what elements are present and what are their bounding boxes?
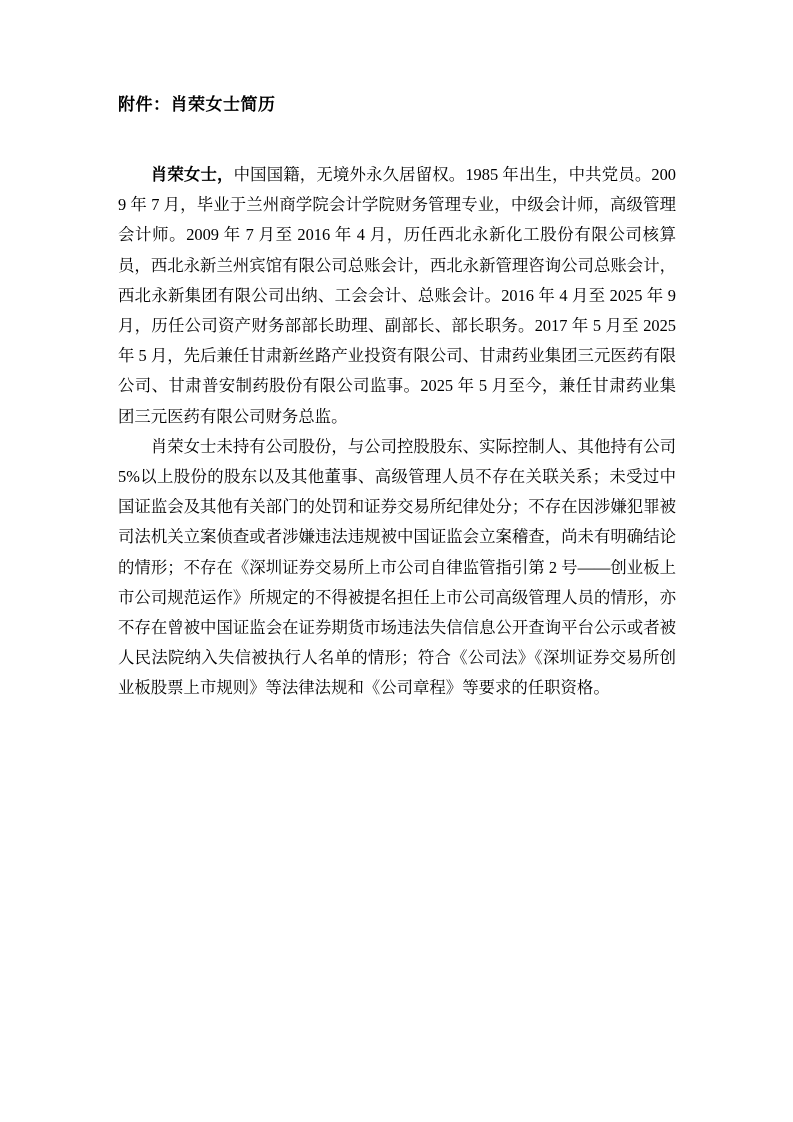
paragraph-disclosure xyxy=(118,432,676,704)
page-title: 附件：肖荣女士简历 xyxy=(118,95,276,114)
paragraph-disclosure-text: 肖荣女士未持有公司股份，与公司控股股东、实际控制人、其他持有公司5%以上股份的股东以及其他董事、高级管理人员不存在关联关系；未受过中国证监会及其他有关部门的处罚和证券交易所纪律处分；不存在因涉嫌犯罪被司法机关立案侦查或者涉嫌违法违规被中国证监会立案稽查，尚未有明确结论的情形；不存在《深圳证券交易所上市公司自律监管指引第 2 号——创业板上市公司规范运作》所规定的不得被提名担任上市公司高级管理人员的情形，亦不存在曾被中国证监会在证券期货市场违法失信信息公开查询平台公示或者被人民法院纳入失信被执行人名单的情形；符合《公司法》《深圳证券交易所创业板股票上市规则》等法律法规和《公司章程》等要求的任职资格。 xyxy=(118,436,676,698)
bold-lead-name: 肖荣女士， xyxy=(150,165,234,184)
paragraph-biography-text: 中国国籍，无境外永久居留权。1985 年出生，中共党员。2009 年 7 月，毕业于兰州商学院会计学院财务管理专业，中级会计师，高级管理会计师。2009 年 7 月至 2016 年 4 月，历任西北永新化工股份有限公司核算员，西北永新兰州宾馆有限公司总账会计，西北永新管理咨询公司总账会计，西北永新集团有限公司出纳、工会会计、总账会计。2016 年 4 月至 2025 年 9 月，历任公司资产财务部部长助理、副部长、部长职务。2017 年 5 月至 2025 年 5 月，先后兼任甘肃新丝路产业投资有限公司、甘肃药业集团三元医药有限公司、甘肃普安制药股份有限公司监事。2025 年 5 月至今，兼任甘肃药业集团三元医药有限公司财务总监。 xyxy=(118,165,676,426)
paragraph-biography xyxy=(118,160,676,432)
